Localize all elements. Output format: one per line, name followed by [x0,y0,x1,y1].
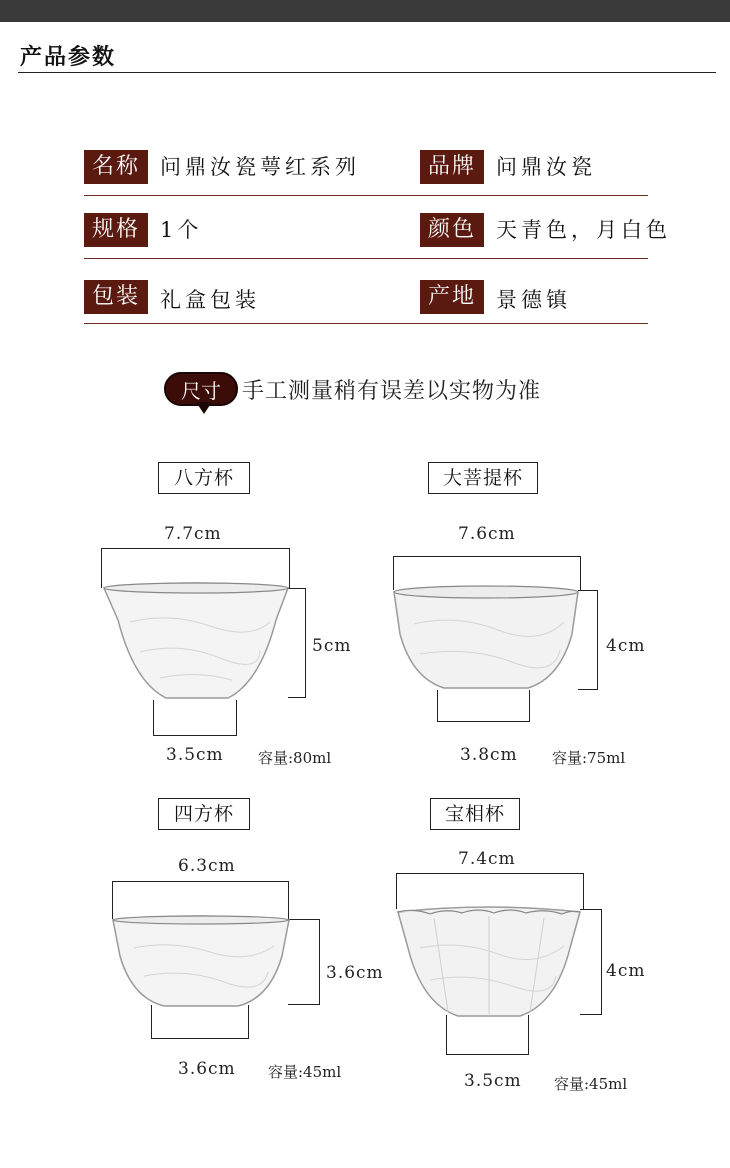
cup-capacity-label: 容量:45ml [554,1075,628,1093]
spec-label-brand: 品牌 [420,150,484,184]
cup-base-label: 3.5cm [464,1071,522,1091]
section-title: 产品参数 [20,45,117,70]
spec-divider [84,323,648,324]
spec-value-name: 问鼎汝瓷萼红系列 [160,155,360,179]
spec-value-spec: 1个 [160,218,203,242]
cup-base-label: 3.8cm [460,745,518,765]
spec-label-spec: 规格 [84,213,148,247]
cup-capacity-label: 容量:80ml [258,749,332,767]
cup-width-label: 7.4cm [458,849,516,869]
speech-bubble-tail-icon [196,402,212,414]
base-bracket [446,1015,529,1055]
cup-capacity-label: 容量:45ml [268,1063,342,1081]
cup-name-label: 宝相杯 [430,798,520,830]
cup-name-label: 八方杯 [158,462,250,494]
cup-height-label: 5cm [312,636,352,656]
eight-sided-cup-icon [100,582,292,704]
spec-label-color: 颜色 [420,213,484,247]
cup-base-label: 3.5cm [166,745,224,765]
size-note: 手工测量稍有误差以实物为准 [242,379,542,404]
base-bracket [153,700,237,736]
base-bracket [437,690,530,722]
cup-height-label: 4cm [606,636,646,656]
cup-capacity-label: 容量:75ml [552,749,626,767]
square-cup-icon [110,914,292,1010]
spec-divider [84,195,648,196]
size-badge: 尺寸 [164,372,238,406]
spec-value-origin: 景德镇 [496,288,571,312]
spec-label-origin: 产地 [420,280,484,314]
cup-width-label: 7.6cm [458,524,516,544]
spec-value-color: 天青色，月白色 [496,218,671,242]
bodhi-cup-icon [390,584,582,694]
cup-name-label: 大菩提杯 [428,462,538,494]
spec-label-name: 名称 [84,150,148,184]
cup-base-label: 3.6cm [178,1059,236,1079]
base-bracket [151,1005,249,1039]
cup-width-label: 7.7cm [164,524,222,544]
top-bar [0,0,730,22]
cup-height-label: 3.6cm [326,963,384,983]
spec-value-brand: 问鼎汝瓷 [496,155,596,179]
spec-label-packaging: 包装 [84,280,148,314]
height-bracket [288,919,320,1005]
spec-value-packaging: 礼盒包装 [160,288,260,312]
cup-width-label: 6.3cm [178,856,236,876]
cup-name-label: 四方杯 [158,798,250,830]
lotus-cup-icon [394,904,584,1020]
spec-divider [84,258,648,259]
section-divider [18,72,716,73]
cup-height-label: 4cm [606,961,646,981]
